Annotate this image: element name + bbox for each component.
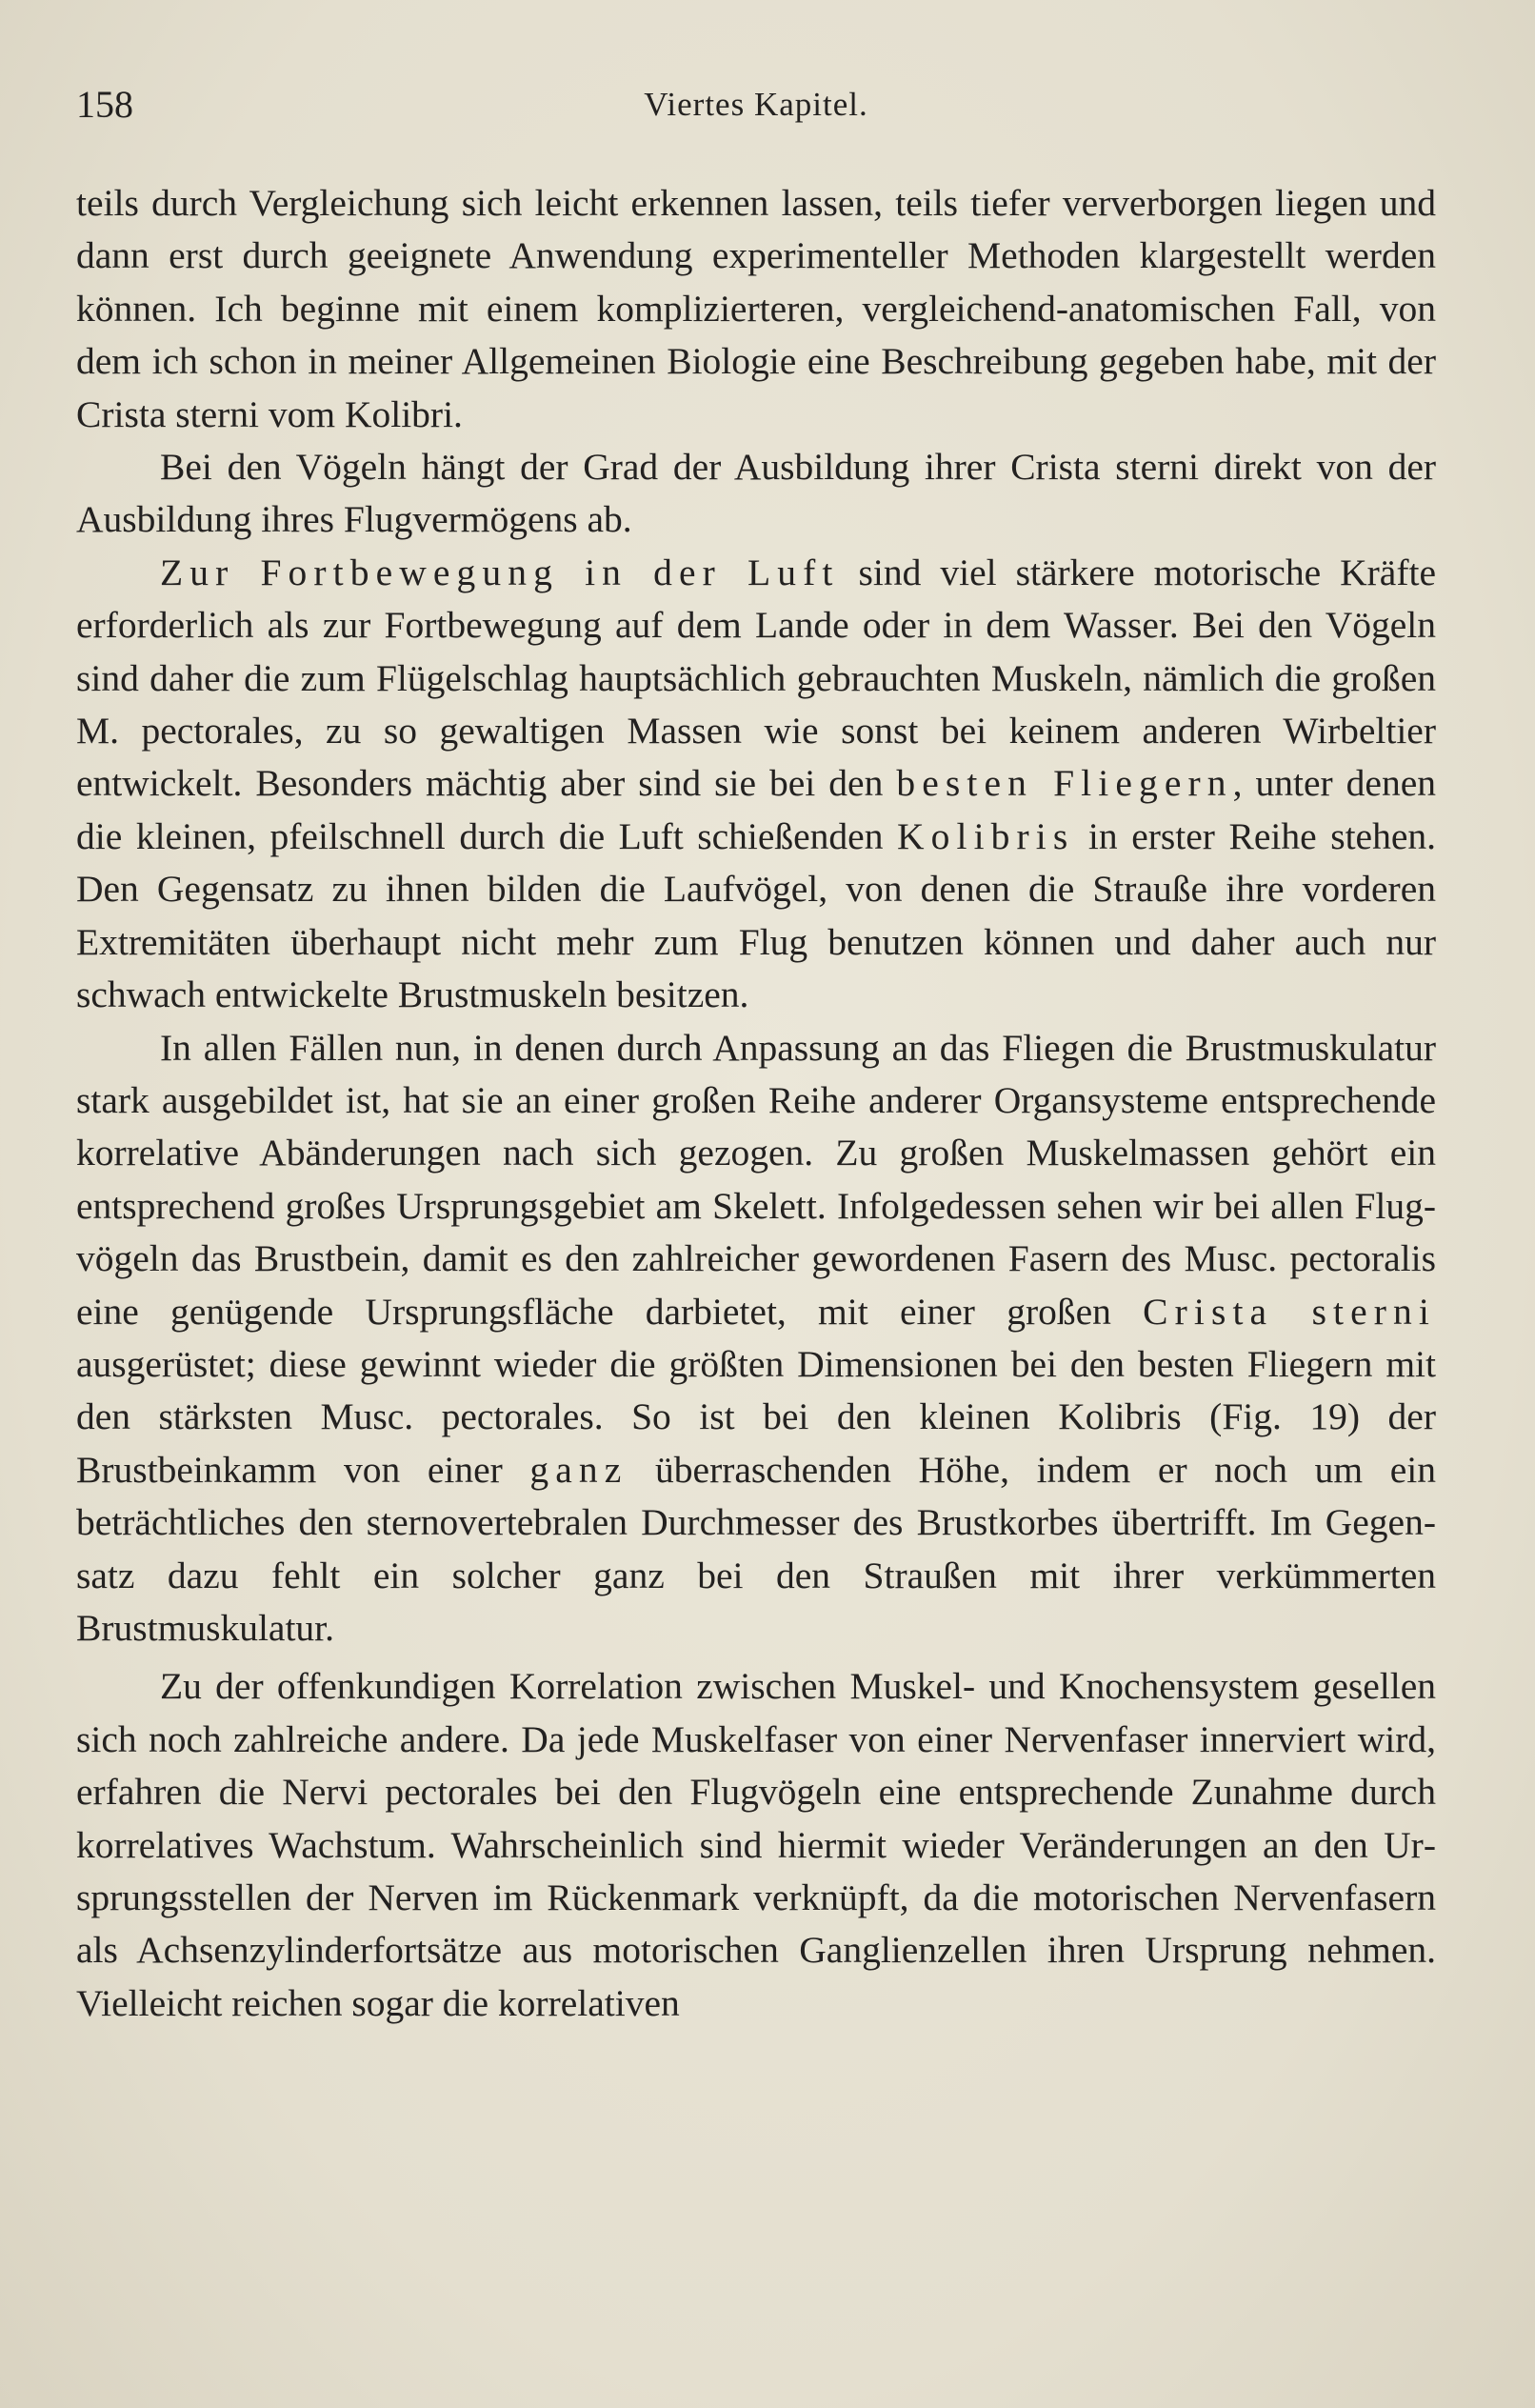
paragraph-3 [76, 547, 1436, 1022]
spaced-emphasis: Crista sterni [1143, 1290, 1436, 1333]
paragraph-text: ausgerüstet; diese gewinnt wieder die größten Dimensionen bei den besten Fliegern mit den stärksten Musc. pectorales. So ist bei den kleinen Kolibris (Fig. 19) der Brustbeinkamm von einer [76, 1342, 1436, 1491]
page-number: 158 [76, 83, 133, 126]
paragraph-1 [76, 177, 1436, 441]
spaced-emphasis: Kolibris [897, 814, 1075, 857]
paragraph-text: , unter denen die kleinen, pfeilschnell durch die Luft schießenden [76, 762, 1436, 857]
paragraph-text: in erster Reihe stehen. Den Gegensatz zu ihnen bilden die Laufvögel, von denen die Strauße ihre vorderen Extremitäten überhaupt nicht mehr zum Flug benutzen können und daher auch nur schwach entwickelte Brustmuskeln besitzen. [76, 814, 1436, 1016]
paragraph-text: Bei den Vögeln hängt der Grad der Ausbildung ihrer Crista sterni direkt von der Ausbildung ihres Flugvermögens ab. [76, 446, 1436, 541]
paragraph-2 [76, 441, 1436, 547]
paragraph-4 [76, 1022, 1436, 1656]
spaced-emphasis: besten Fliegern [896, 762, 1233, 805]
running-head [76, 76, 1436, 133]
body-text [76, 177, 1436, 2030]
paragraph-text: überraschenden Höhe, indem er noch um ein beträchtliches den sternovertebralen Durchmesser des Brustkorbes übertrifft. Im Gegensatz dazu fehlt ein solcher ganz bei den Straußen mit ihrer verkümmerten Brustmuskulatur. [76, 1448, 1436, 1649]
paragraph-text: In allen Fällen nun, in denen durch Anpassung an das Fliegen die Brustmuskulatur stark ausgebildet ist, hat sie an einer großen Reihe anderer Organsysteme entsprechende korrelative Abänderungen nach sich gezogen. Zu großen Muskelmassen gehört ein entsprechend großes Ursprungsgebiet am Skelett. Infolgedessen sehen wir bei allen Flugvögeln das Brustbein, damit es den zahlreicher gewordenen Fasern des Musc. pectoralis eine genügende Ursprungsfläche darbietet, mit einer großen [76, 1026, 1436, 1333]
spaced-emphasis: Zur Fortbewegung in der Luft [160, 551, 840, 593]
spaced-emphasis: ganz [529, 1448, 628, 1491]
paragraph-text: Zu der offenkundigen Korrelation zwischen Muskel- und Knochensystem gesellen sich noch zahlreiche andere. Da jede Muskelfaser von einer Nervenfaser innerviert wird, erfahren die Nervi pectorales bei den Flugvögeln eine entsprechende Zunahme durch korrelatives Wachstum. Wahrscheinlich sind hiermit wieder Veränderungen an den Ursprungsstellen der Nerven im Rückenmark verknüpft, da die motorischen Nervenfasern als Achsenzylinderfortsätze aus motorischen Ganglienzellen ihren Ursprung nehmen. Vielleicht reichen sogar die korrelativen [76, 1665, 1436, 2024]
paragraph-5 [76, 1660, 1436, 2030]
paragraph-text: sind viel stärkere motorische Kräfte erforderlich als zur Fortbewegung auf dem Lande oder in dem Wasser. Bei den Vögeln sind daher die zum Flügelschlag hauptsächlich gebrauchten Muskeln, nämlich die großen M. pectorales, zu so gewaltigen Massen wie sonst bei keinem anderen Wirbeltier entwickelt. Besonders mächtig aber sind sie bei den [76, 551, 1436, 805]
paragraph-text: teils durch Vergleichung sich leicht erkennen lassen, teils tiefer ververborgen liegen und dann erst durch geeignete Anwendung experimenteller Methoden klargestellt werden können. Ich beginne mit einem komplizierteren, vergleichend-anatomischen Fall, von dem ich schon in meiner Allgemeinen Biologie eine Beschreibung gegeben habe, mit der Crista sterni vom Kolibri. [76, 182, 1436, 435]
chapter-title: Viertes Kapitel. [644, 86, 868, 123]
